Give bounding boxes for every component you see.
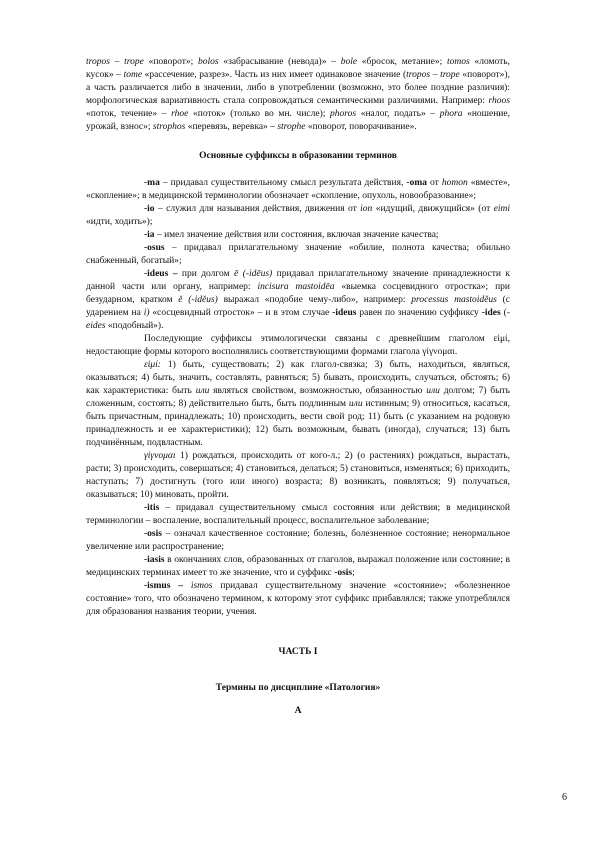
suffix-itis: -itis – придавал существительному смысл состояния или действия; в медицинской терминологии – воспаление, воспалительный процесс, воспалительное заболевание; <box>86 503 510 526</box>
section-heading: Основные суффиксы в образовании терминов <box>199 151 397 161</box>
eimi-definition: εἰμί: 1) быть, существовать; 2) как глагол-связка; 3) быть, находиться, являться, оказываться; 4) быть, значить, составлять, равняться; 5) бывать, происходить, случаться, обстоять; 6) как характеристика: быть или являться свойством, возможностью, обязанностью или долгом; 7) быть сложенным, состоять; 8) действительно быть, быть подлинным или истинным; 9) относиться, касаться, быть причастным, принадлежать; 10) происходить, вести свой род; 11) быть (с указанием на родовую принадлежность и ее характеристики); 12) быть возможным, бывать (иногда), случаться; 13) быть подчинённым, подвластным. <box>86 360 510 448</box>
document-page <box>86 56 510 727</box>
intro-paragraph: tropos – trope «поворот»; bolos «забрасывание (невода)» – bole «бросок, метание»; tomos «ломоть, кусок» – tome «рассечение, разрез». Часть из них имеет одинаковое значение (tropos – trope «поворот»), а часть различается либо в значении, либо в употреблении (возможно, это более поздние различия): морфологическая вариативность стала сопровождаться семантическими различиями. Например: rhoos «поток, течение» – rhoe «поток» (только во мн. числе); phoros «налог, подать» – phora «ношение, урожай, взнос»; strophos «перевязь, веревка» – strophe «поворот, поворачивание». <box>86 57 511 132</box>
suffix-ideus: -ideus – при долгом ē (-idēus) придавал прилагательному значение принадлежности к данной части или органу, например: incisura mastoidēa «выемка сосцевидного отростка»; при безударном, кратком ĕ (-idĕus) выражал «подобие чему-либо», например: processus mastoidĕus (с ударением на i) «сосцевидный отросток» – и в этом случае -ideus равен по значению суффиксу -ides (-eides «подобный»). <box>86 269 510 331</box>
discipline-title: Термины по дисциплине «Патология» <box>215 683 381 693</box>
suffix-osus: -osus – придавал прилагательному значение «обилие, полнота качества; обильно снабженный, богатый»; <box>86 243 510 266</box>
suffix-ma: -ma – придавал существительному смысл результата действия, -oma от homon «вместе», «скопление»; в медицинской терминологии обозначает «скопление, опухоль, новообразование»; <box>86 178 511 201</box>
page-number: 6 <box>562 792 567 803</box>
etymology-paragraph: Последующие суффиксы этимологически связаны с древнейшим глаголом εἰμί, недостающие формы которого восполнялись соответствующими формами глагола γίγνομαι. <box>86 334 510 357</box>
suffix-iasis: -iasis в окончаниях слов, образованных от глаголов, выражал положение или состояние; в медицинских терминах имеет то же значение, что и суффикс -osis; <box>86 555 510 578</box>
gignomai-definition: γίγνομαι 1) рождаться, происходить от кого-л.; 2) (о растениях) рождаться, вырастать, расти; 3) происходить, совершаться; 4) становиться, делаться; 5) становиться, изменяться; 6) приходить, наступать; 7) достигнуть (того или иного) возраста; 8) возникать, появляться; 9) получаться, оказываться; 10) миновать, пройти. <box>86 451 510 500</box>
suffix-ismus: -ismus – ismos придавал существительному значение «состояние»; «болезненное состояние» того, что обозначено термином, к которому этот суффикс прибавлялся; также употреблялся для образования названия теории, учения. <box>86 581 510 617</box>
suffix-ia: -ia – имел значение действия или состояния, включая значение качества; <box>144 230 439 240</box>
suffix-osis: -osis – означал качественное состояние; болезнь, болезненное состояние; ненормальное увеличение или распространение; <box>86 529 510 552</box>
part-title: ЧАСТЬ I <box>278 647 318 657</box>
letter-heading: А <box>294 705 302 716</box>
suffix-io: -io – служил для называния действия, движения от ion «идущий, движущийся» (от eimi «идти, ходить»); <box>86 204 510 227</box>
